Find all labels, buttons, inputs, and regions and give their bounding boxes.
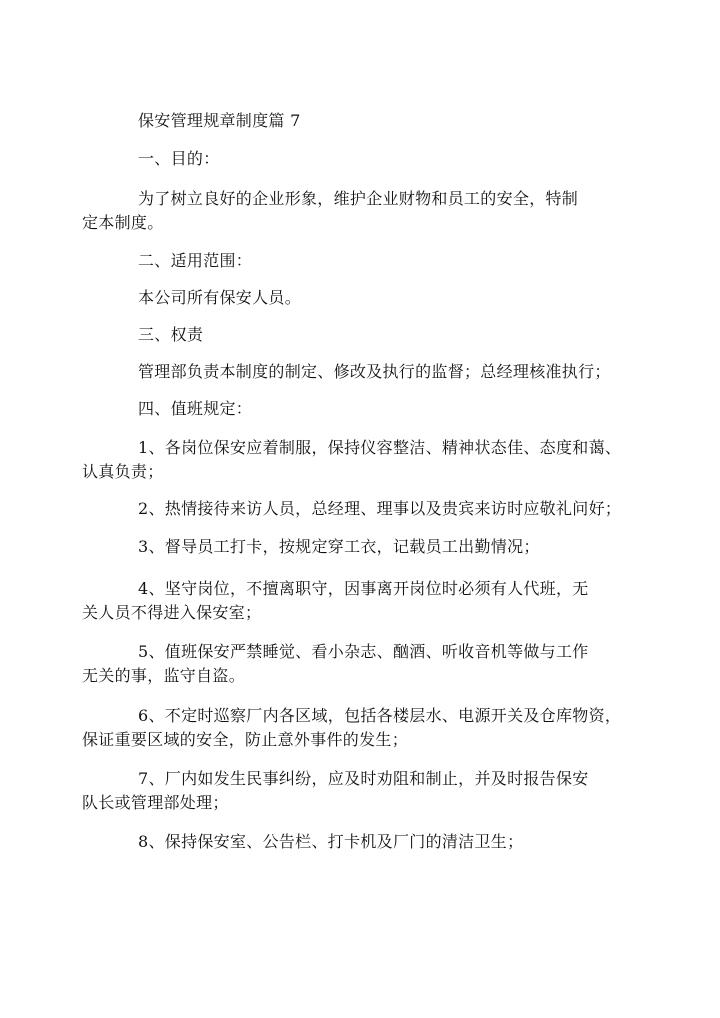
rule-7-line1: 7、厂内如发生民事纠纷，应及时劝阻和制止，并及时报告保安: [138, 769, 589, 788]
rule-4-line1: 4、坚守岗位，不擅离职守，因事离开岗位时必须有人代班，无: [138, 579, 589, 598]
paragraph-purpose-line2: 定本制度。: [82, 213, 164, 232]
rule-5-line2: 无关的事，监守自盗。: [82, 666, 246, 685]
section-heading-purpose: 一、目的：: [138, 149, 220, 168]
paragraph-scope: 本公司所有保安人员。: [138, 288, 302, 307]
section-heading-duty-rules: 四、值班规定：: [138, 399, 253, 418]
rule-1-line1: 1、各岗位保安应着制服，保持仪容整洁、精神状态佳、态度和蔼、: [138, 438, 622, 457]
rule-2: 2、热情接待来访人员，总经理、理事以及贵宾来访时应敬礼问好；: [138, 499, 622, 518]
section-heading-responsibility: 三、权责: [138, 325, 204, 344]
rule-8: 8、保持保安室、公告栏、打卡机及厂门的清洁卫生；: [138, 832, 524, 851]
paragraph-purpose-line1: 为了树立良好的企业形象，维护企业财物和员工的安全，特制: [138, 189, 579, 208]
rule-6-line2: 保证重要区域的安全，防止意外事件的发生；: [82, 730, 409, 749]
rule-5-line1: 5、值班保安严禁睡觉、看小杂志、酗酒、听收音机等做与工作: [138, 642, 589, 661]
rule-7-line2: 队长或管理部处理；: [82, 793, 229, 812]
section-heading-scope: 二、适用范围：: [138, 251, 253, 270]
paragraph-responsibility: 管理部负责本制度的制定、修改及执行的监督；总经理核准执行；: [138, 362, 611, 381]
rule-6-line1: 6、不定时巡察厂内各区域，包括各楼层水、电源开关及仓库物资，: [138, 706, 622, 725]
rule-4-line2: 关人员不得进入保安室；: [82, 603, 262, 622]
document-title: 保安管理规章制度篇 7: [138, 111, 301, 130]
rule-1-line2: 认真负责；: [82, 462, 164, 481]
rule-3: 3、督导员工打卡，按规定穿工衣，记载员工出勤情况；: [138, 537, 540, 556]
